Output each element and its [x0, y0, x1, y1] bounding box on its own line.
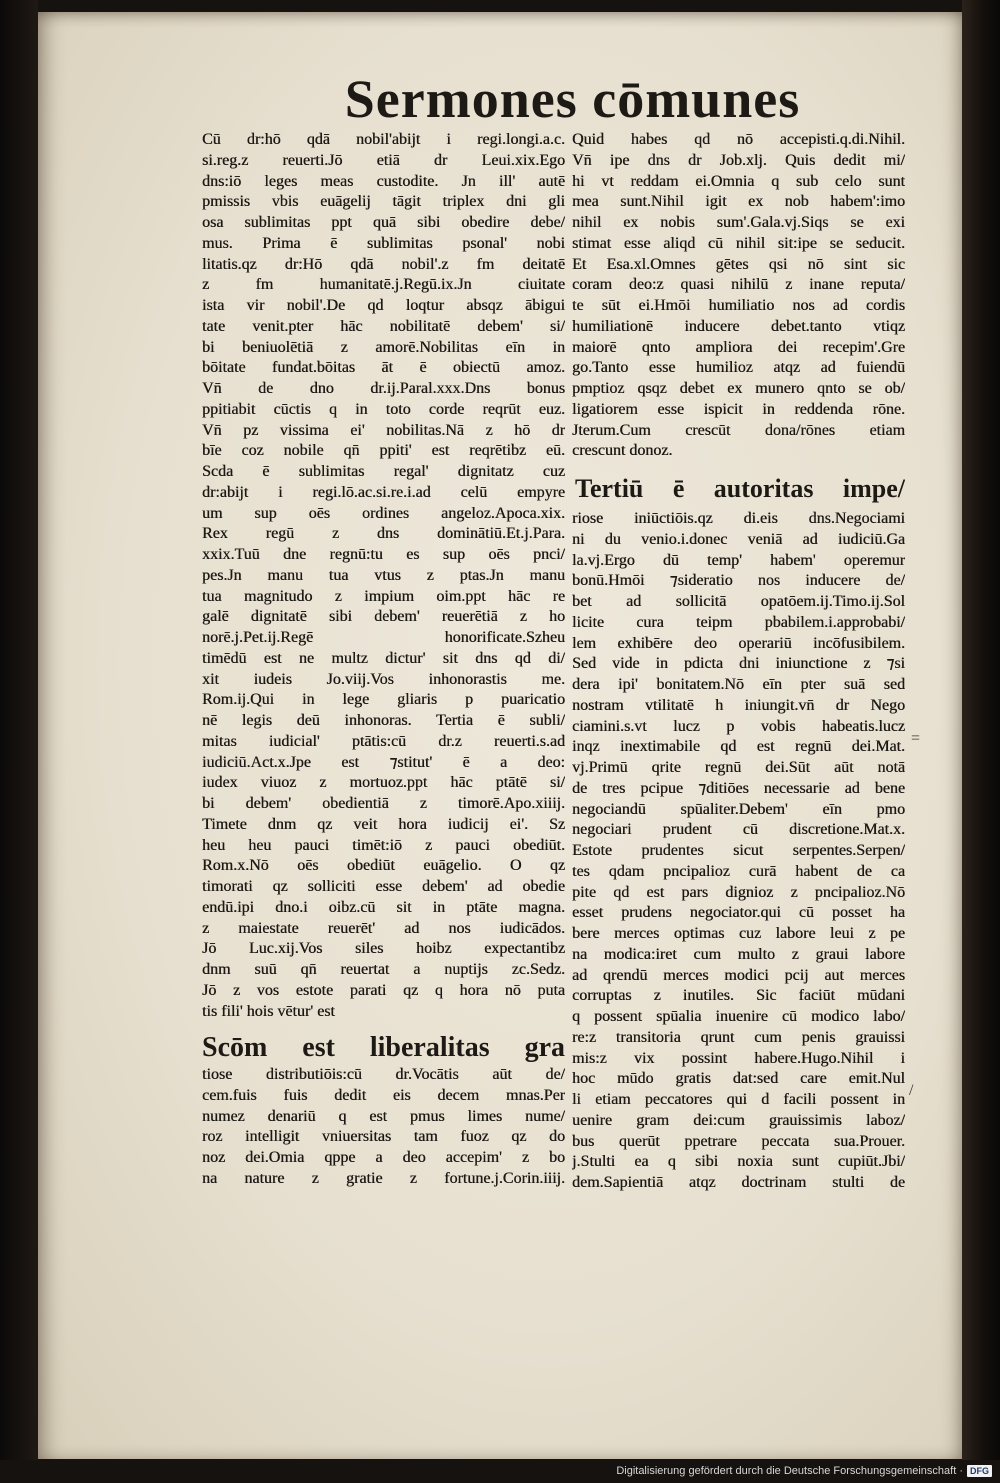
text-line: Vn̄ de dno dr.ij.Paral.xxx.Dns bonus [202, 380, 565, 397]
text-line: bonū.Hmōi ⁊sideratio nos inducere de/ [572, 572, 905, 590]
text-line: endū.ipi dno.i oibz.cū sit in ptāte magna. [202, 898, 565, 916]
text-line: pite qd est pars dignioz z pncipalioz.Nō [572, 883, 905, 901]
text-line: ad qrendū merces modici pcij aut merces [572, 966, 905, 984]
section-heading-tertium: Tertiū ē autoritas impe/ [575, 474, 905, 503]
text-line: dns:iō leges meas custodite. Jn ill' autē [202, 172, 565, 190]
text-line: timēdū est ne multz dictur' sit dns qd di/ [202, 649, 565, 667]
text-line: bīe coz nobile qn̄ ppiti' est reqrētibz eū. [202, 442, 565, 460]
text-line: xxix.Tuū dne regnū:tu es sup oēs pnci/ [202, 546, 565, 563]
text-line: Jō z vos estote parati qz q hora nō puta [202, 981, 565, 999]
text-line: mitas iudicial' ptātis:cū dr.z reuerti.s.ad [202, 732, 565, 750]
text-line: corruptas z inutiles. Sic faciūt mūdani [572, 987, 905, 1005]
text-line: mus. Prima ē sublimitas psonal' nobi [202, 234, 565, 252]
text-line: ni du venio.i.donec veniā ad iudiciū.Ga [572, 530, 905, 548]
text-line: iudiciū.Act.x.Jpe est ⁊stitut' ē a deo: [202, 753, 565, 771]
text-line: re:z transitoria qrunt cum penis grauissi [572, 1028, 905, 1046]
text-line: Sed vide in pdicta dni iniunctione z ⁊si [572, 655, 905, 673]
text-line: na nature z gratie z fortune.j.Corin.iiij. [202, 1169, 565, 1187]
text-line: Scda ē sublimitas regal' dignitatz cuz [202, 463, 565, 480]
text-line: dera ipi' bonitatem.Nō eīn pter suā sed [572, 676, 905, 693]
text-line: bere merces optimas cuz labore leui z pe [572, 925, 905, 942]
text-line: Vn̄ pz vissima ei' nobilitas.Nā z hō dr [202, 421, 565, 439]
text-line: mis:z vix possint habere.Hugo.Nihil i [572, 1049, 905, 1067]
text-line: crescunt donoz. [572, 442, 673, 460]
text-line: pes.Jn manu tua vtus z ptas.Jn manu [202, 566, 565, 584]
right-column-part2 [572, 509, 905, 1194]
text-line: bi beniuolētiā z amorē.Nobilitas eīn in [202, 338, 565, 356]
text-line: esset prudens negociator.qui cū posset ha [572, 904, 905, 922]
text-line: tiose distributiōis:cū dr.Vocātis aūt de/ [202, 1066, 565, 1083]
text-line: pmissis vbis euāgelij tāgit triplex dni gli [202, 193, 565, 211]
text-line: xit iudeis Jo.viij.Vos inhonorastis me. [202, 670, 565, 688]
text-line: na modica:iret cum multo z graui labore [572, 945, 905, 963]
text-line: uenire gram dei:cum grauissimis laboz/ [572, 1111, 905, 1129]
text-line: z maiestate reuerēt' ad nos iudicādos. [202, 919, 565, 937]
text-line: stimat esse aliqd cū nihil sit:ipe se seducit. [572, 234, 905, 252]
text-line: tis fili' hois vētur' est [202, 1002, 335, 1020]
running-title: Sermones cōmunes [344, 69, 801, 129]
text-line: hoc mūdo gratis dat:sed care emit.Nul [572, 1070, 905, 1088]
scan-left-edge [0, 0, 38, 1460]
text-line: Rom.ij.Qui in lege gliaris p puaricatio [202, 691, 565, 709]
text-line: Cū dr:hō qdā nobil'abijt i regi.longi.a.c. [202, 131, 565, 148]
text-line: go.Tanto esse humilioz atqz ad fuiendū [572, 359, 905, 377]
text-line: q possent spūalia inuenire cū modico labo/ [572, 1008, 905, 1025]
text-line: si.reg.z reuerti.Jō etiā dr Leui.xix.Ego [202, 151, 565, 169]
left-column-part2 [202, 1065, 565, 1190]
text-line: Rex regū z dns dominātiū.Et.j.Para. [202, 525, 565, 543]
text-line: noz dei.Omia qppe a deo accepim' z bo [202, 1149, 565, 1166]
dfg-logo: DFG [967, 1465, 992, 1477]
text-line: ciamini.s.vt lucz p vobis habeatis.lucz [572, 717, 905, 735]
text-line: bōitate fundat.bōitas āt ē obiectū amoz. [202, 359, 565, 377]
text-line: ppitiabit cūctis q in toto corde reqrūt euz. [202, 400, 565, 418]
text-line: riose iniūctiōis.qz di.eis dns.Negociami [572, 510, 905, 527]
text-line: bet ad sollicitā opatōem.ij.Timo.ij.Sol [572, 593, 905, 610]
text-line: dnm suū qn̄ reuertat a nuptijs zc.Sedz. [202, 961, 565, 978]
text-line: dr:abijt i regi.lō.ac.si.re.i.ad celū empyre [202, 483, 565, 501]
text-line: negociari prudent cū discretione.Mat.x. [572, 821, 905, 839]
text-line: osa sublimitas ppt quā sibi obedire debe/ [202, 214, 565, 231]
text-line: iudex viuoz z mortuoz.ppt hāc ptātē si/ [202, 774, 565, 792]
text-line: mea sunt.Nihil igit ex nob habem':imo [572, 193, 905, 211]
text-line: Quid habes qd nō accepisti.q.di.Nihil. [572, 131, 905, 148]
text-line: hi vt reddam ei.Omnia q sub celo sunt [572, 172, 905, 190]
text-line: Timete dnm qz veit hora iudicij ei'. Sz [202, 815, 565, 833]
text-line: Jterum.Cum crescūt dona/rōnes etiam [572, 421, 905, 439]
text-line: heu heu pauci timēt:iō z pauci obediūt. [202, 836, 565, 854]
marginal-mark: / [909, 1082, 914, 1099]
text-line: negociandū spūaliter.Debem' eīn pmo [572, 800, 905, 818]
text-line: dem.Sapientiā atqz doctrinam stulti de [572, 1174, 905, 1191]
right-column-part1 [572, 130, 905, 462]
footer-credit-text: Digitalisierung gefördert durch die Deutsche Forschungsgemeinschaft · [616, 1465, 963, 1477]
text-line: bi debem' obedientiā z timorē.Apo.xiiij. [202, 795, 565, 812]
text-line: coram deo:z quasi nihilū z inane reputa/ [572, 276, 905, 294]
text-line: Estote prudentes sicut serpentes.Serpen/ [572, 842, 905, 859]
text-line: j.Stulti ea q sibi noxia sunt cupiūt.Jbi/ [572, 1153, 905, 1171]
text-line: tes qdam pncipalioz curā habent de ca [572, 862, 905, 880]
text-line: nē legis deū inhonoras. Tertia ē subli/ [202, 712, 565, 729]
text-line: humiliationē inducere debet.tanto vtiqz [572, 317, 905, 335]
section-heading-secundum: Scōm est liberalitas gra [202, 1032, 565, 1063]
digitization-credit [616, 1462, 992, 1480]
text-line: numez denariū q est pmus limes nume/ [202, 1107, 565, 1125]
text-line: nihil ex nobis sum'.Gala.vj.Siqs se exi [572, 214, 905, 231]
text-line: ista vir nobil'.De qd loqtur absqz ābigui [202, 297, 565, 314]
text-line: Et Esa.xl.Omnes gētes qsi nō sint sic [572, 255, 905, 273]
text-line: Rom.x.Nō oēs obediūt euāgelio. O qz [202, 857, 565, 875]
text-line: cem.fuis fuis dedit eis decem mnas.Per [202, 1086, 565, 1104]
text-line: li etiam peccatores qui d facili possent in [572, 1091, 905, 1108]
text-line: ligatiorem esse ispicit in reddenda rōne. [572, 400, 905, 418]
text-line: te sūt ei.Hmōi humiliatio nos ad cordis [572, 297, 905, 314]
text-line: roz intelligit vniuersitas tam fuoz qz do [202, 1128, 565, 1146]
text-line: nostram vtilitatē h iniungit.vn̄ dr Nego [572, 696, 905, 714]
text-line: tua magnitudo z impium oim.ppt hāc re [202, 587, 565, 605]
marginal-mark: = [911, 730, 921, 747]
text-line: norē.j.Pet.ij.Regē honorificate.Szheu [202, 629, 565, 646]
text-line: galē dignitatē sibi debem' reuerētiā z ho [202, 608, 565, 626]
text-line: de tres pcipue ⁊ditiōes necessarie ad bene [572, 779, 905, 797]
text-line: Jō Luc.xij.Vos siles hoibz expectantibz [202, 940, 565, 958]
text-line: um sup oēs ordines angeloz.Apoca.xix. [202, 504, 565, 522]
book-binding-edge [962, 0, 1000, 1460]
left-column-part1 [202, 130, 565, 1022]
text-line: la.vj.Ergo dū temp' habem' operemur [572, 551, 905, 569]
text-line: vj.Primū qrite regnū dei.Sūt aūt notā [572, 759, 905, 776]
text-line: licite cura teipm pbabilem.i.approbabi/ [572, 613, 905, 631]
text-line: litatis.qz dr:Hō qdā nobil'.z fm deitatē [202, 255, 565, 273]
text-line: bus querūt ppetrare peccata sua.Prouer. [572, 1132, 905, 1150]
text-line: lem exhibēre deo operariū incōfusibilem. [572, 634, 905, 652]
text-line: z fm humanitatē.j.Regū.ix.Jn ciuitate [202, 276, 565, 294]
text-line: inqz inextimabile qd est regnū dei.Mat. [572, 738, 905, 756]
text-line: tate venit.pter hāc nobilitatē debem' si/ [202, 317, 565, 335]
text-line: pmptioz qsqz debet ex munero qnto se ob/ [572, 380, 905, 397]
text-line: timorati qz solliciti esse debem' ad obedie [202, 878, 565, 895]
text-line: maiorē qnto ampliora dei recepim'.Gre [572, 338, 905, 356]
text-line: Vn̄ ipe dns dr Job.xlj. Quis dedit mi/ [572, 151, 905, 169]
